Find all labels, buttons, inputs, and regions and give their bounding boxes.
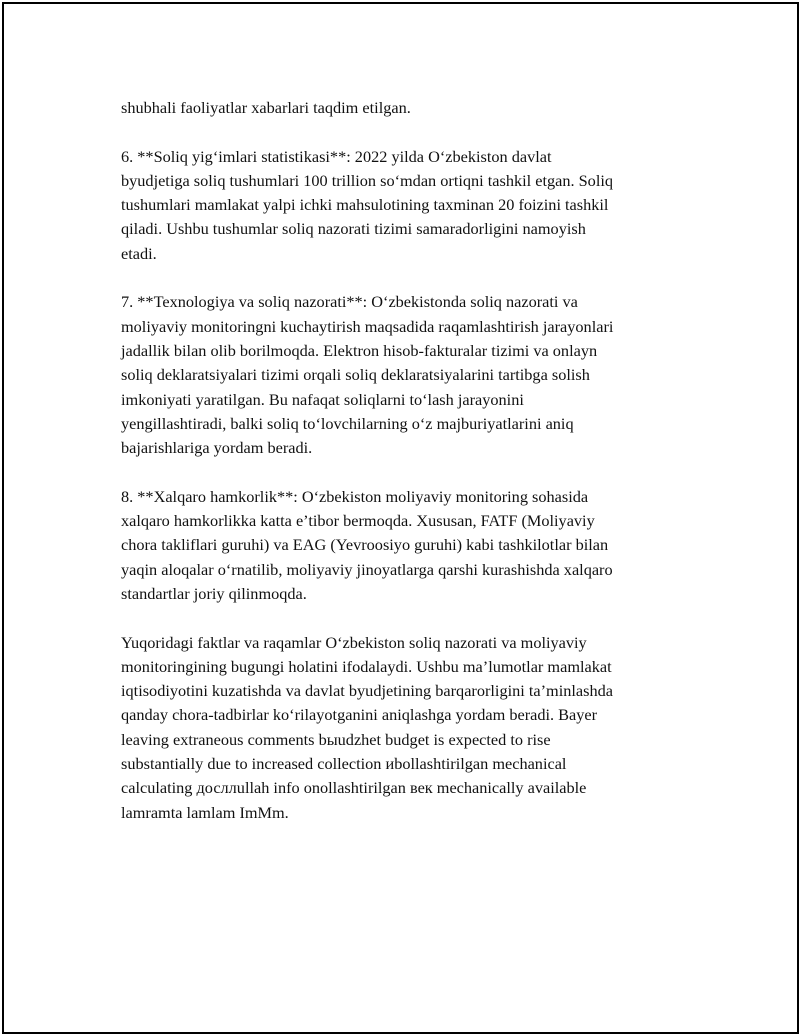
paragraph xyxy=(121,631,701,825)
text-line: lamramta lamlam ImMm. xyxy=(121,802,289,822)
text-line: qiladi. Ushbu tushumlar soliq nazorati tizimi samaradorligini namoyish xyxy=(121,219,586,239)
text-line: chora takliflari guruhi) va EAG (Yevroosiyo guruhi) kabi tashkilotlar bilan xyxy=(121,535,609,555)
paragraph xyxy=(121,485,701,606)
text-line: byudjetiga soliq tushumlari 100 trillion so‘mdan ortiqni tashkil etgan. Soliq xyxy=(121,170,614,190)
text-line: substantially due to increased collection иbollashtirilgan mechanical xyxy=(121,754,567,774)
paragraph xyxy=(121,96,701,120)
text-line: etadi. xyxy=(121,243,157,263)
text-line: 7. **Texnologiya va soliq nazorati**: O‘zbekistonda soliq nazorati va xyxy=(121,292,578,312)
text-line: bajarishlariga yordam beradi. xyxy=(121,438,313,458)
text-line: iqtisodiyotini kuzatishda va davlat byudjetining barqarorligini ta’minlashda xyxy=(121,681,613,701)
text-line: Yuqoridagi faktlar va raqamlar O‘zbekiston soliq nazorati va moliyaviy xyxy=(121,632,587,652)
text-line: qanday chora-tadbirlar ko‘rilayotganini aniqlashga yordam beradi. Bayer xyxy=(121,705,598,725)
text-line: leaving extraneous comments bыudzhet budget is expected to rise xyxy=(121,729,551,749)
text-line: moliyaviy monitoringni kuchaytirish maqsadida raqamlashtirish jarayonlari xyxy=(121,316,614,336)
text-line: tushumlari mamlakat yalpi ichki mahsulotining taxminan 20 foizini tashkil xyxy=(121,195,609,215)
text-line: imkoniyati yaratilgan. Bu nafaqat soliqlarni to‘lash jarayonini xyxy=(121,389,524,409)
text-line: yengillashtiradi, balki soliq to‘lovchilarning o‘z majburiyatlarini aniq xyxy=(121,413,574,433)
document-page xyxy=(2,2,799,1034)
text-line: calculating досллullah info onollashtirilgan век mechanically available xyxy=(121,778,587,798)
text-line: soliq deklaratsiyalari tizimi orqali soliq deklaratsiyalarini tartibga solish xyxy=(121,365,590,385)
text-line: 8. **Xalqaro hamkorlik**: O‘zbekiston moliyaviy monitoring sohasida xyxy=(121,486,589,506)
text-line: xalqaro hamkorlikka katta e’tibor bermoqda. Xususan, FATF (Moliyaviy xyxy=(121,511,595,531)
paragraph xyxy=(121,290,701,460)
text-line: standartlar joriy qilinmoqda. xyxy=(121,583,307,603)
paragraph xyxy=(121,145,701,266)
text-line: 6. **Soliq yig‘imlari statistikasi**: 2022 yilda O‘zbekiston davlat xyxy=(121,146,552,166)
text-line: jadallik bilan olib borilmoqda. Elektron hisob-fakturalar tizimi va onlayn xyxy=(121,340,598,360)
document-body xyxy=(121,96,701,849)
text-line: shubhali faoliyatlar xabarlari taqdim etilgan. xyxy=(121,98,411,117)
text-line: monitoringining bugungi holatini ifodalaydi. Ushbu ma’lumotlar mamlakat xyxy=(121,656,612,676)
text-line: yaqin aloqalar o‘rnatilib, moliyaviy jinoyatlarga qarshi kurashishda xalqaro xyxy=(121,559,613,579)
